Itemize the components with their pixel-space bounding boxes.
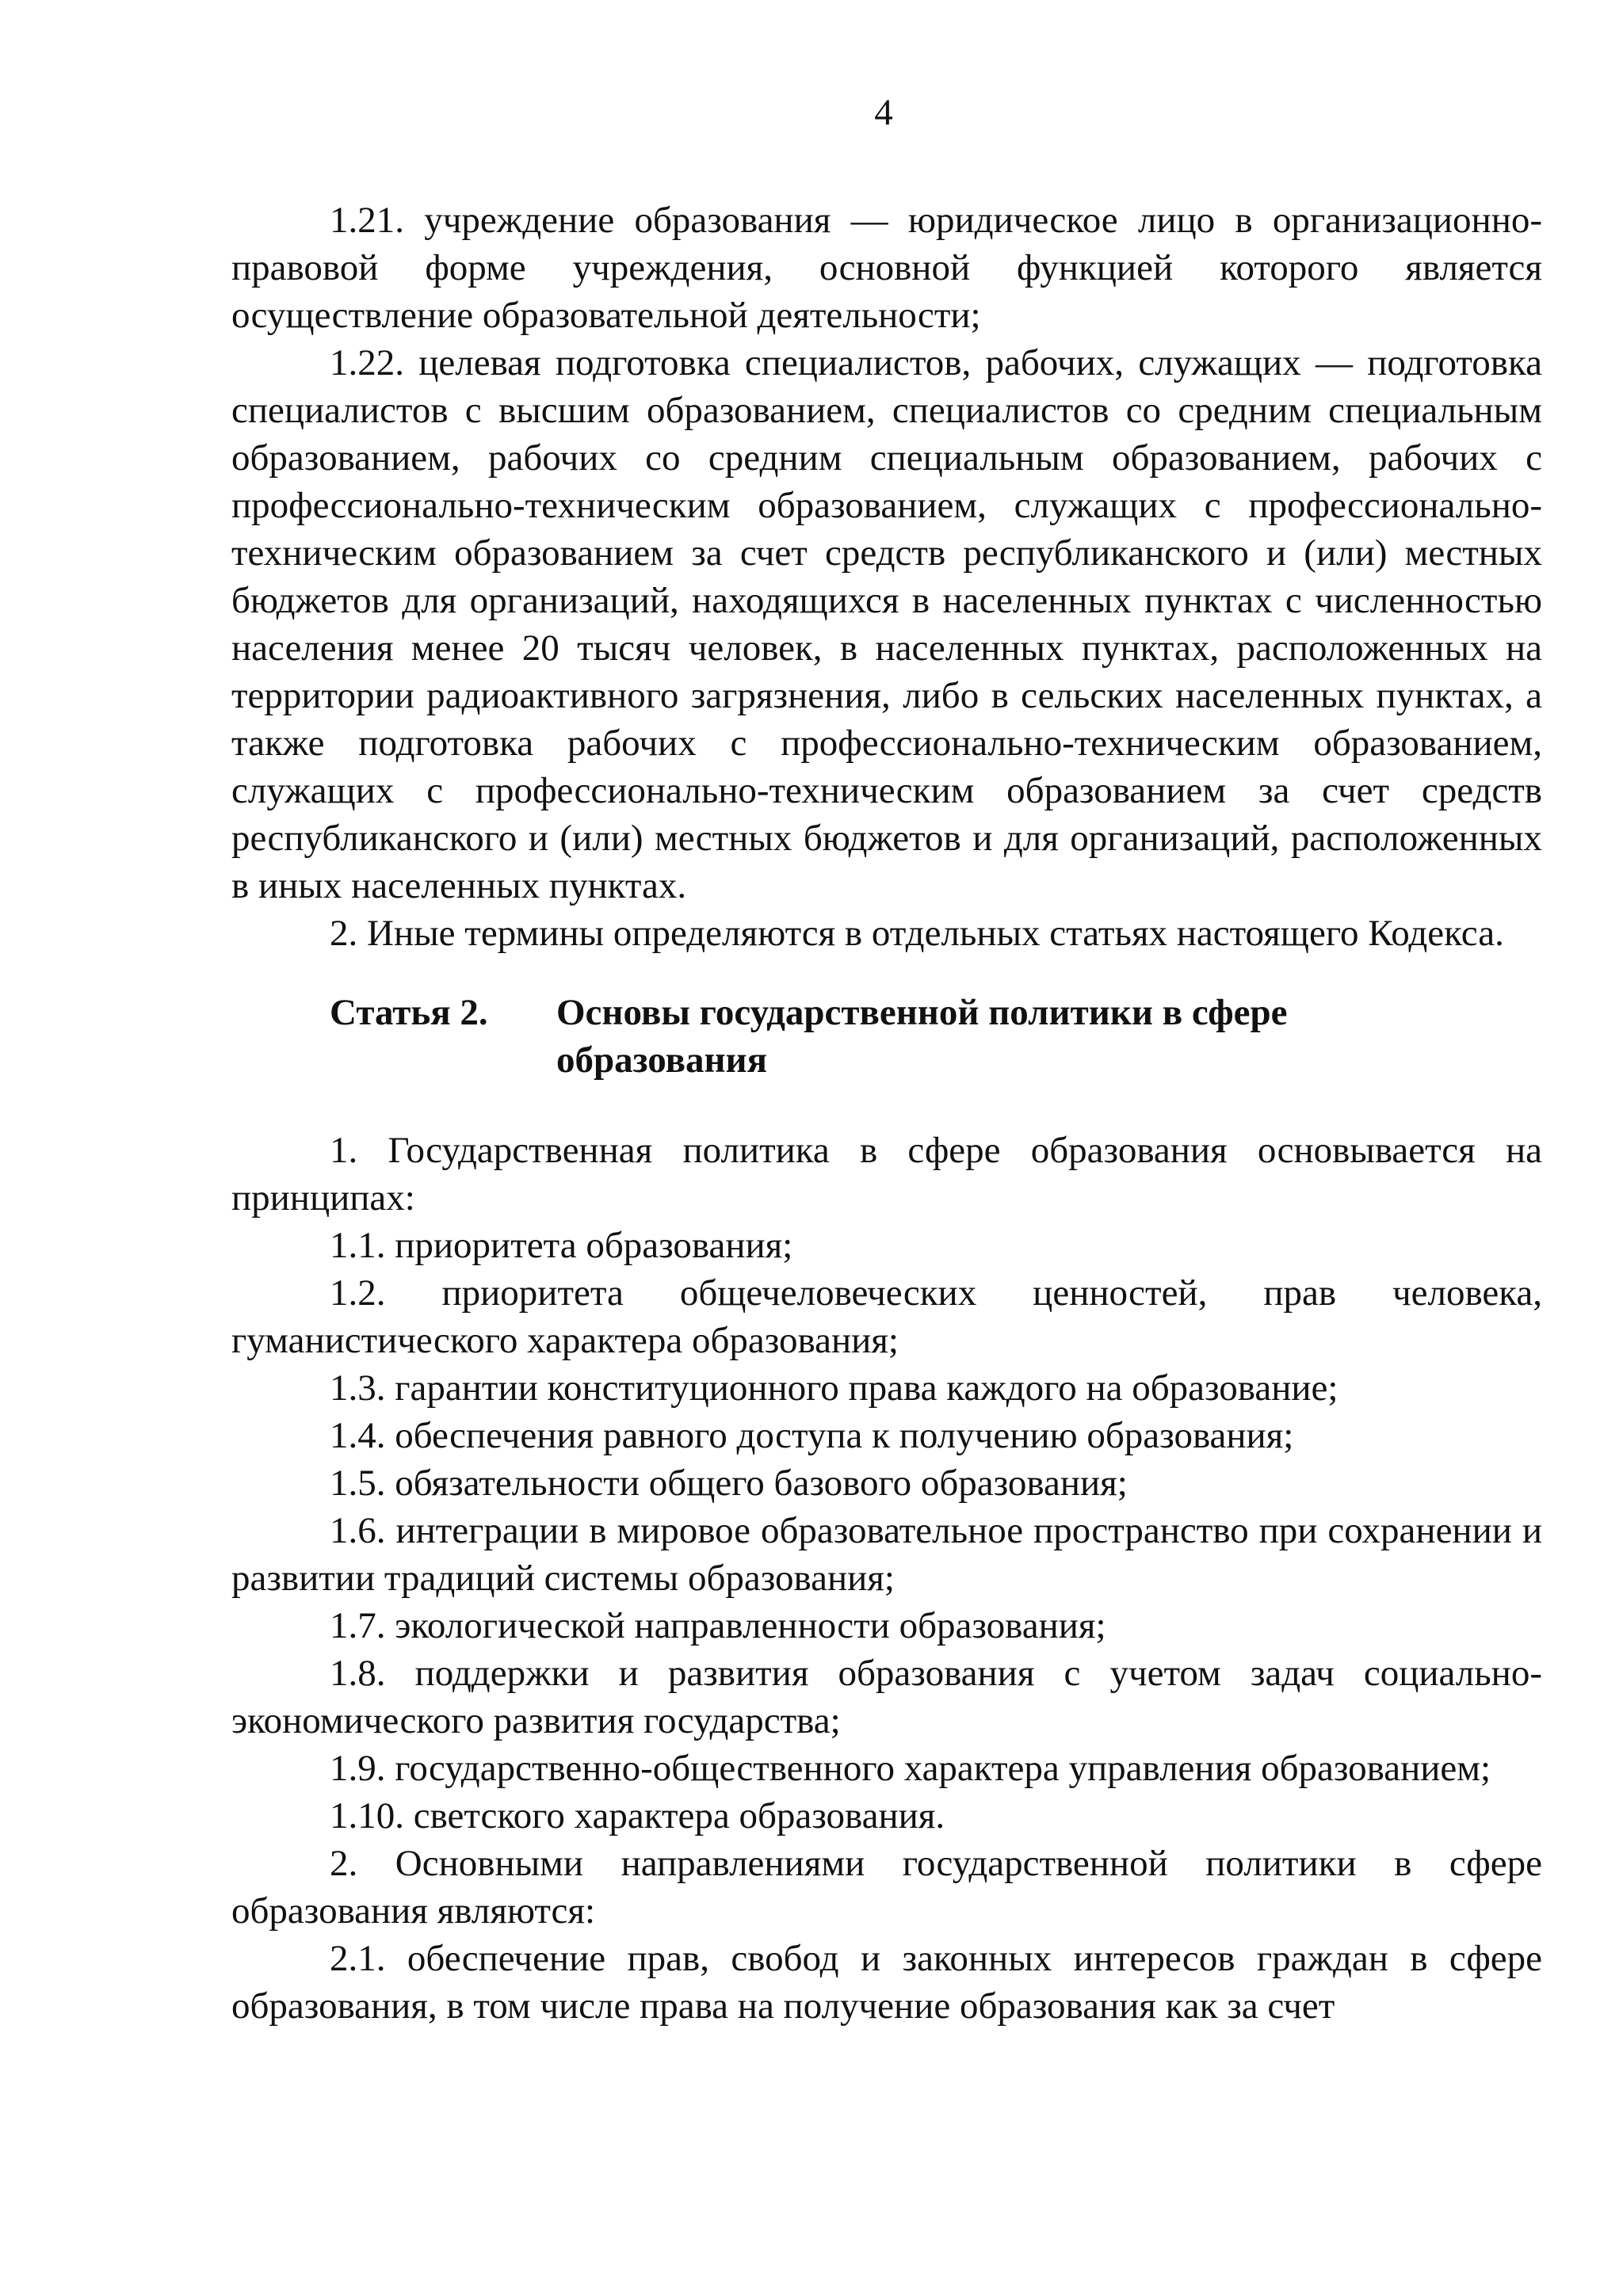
paragraph-principles-intro: 1. Государственная политика в сфере образования основывается на принципах: — [231, 1130, 1542, 1219]
paragraph-1-5: 1.5. обязательности общего базового образования; — [330, 1463, 1128, 1504]
paragraph-2-1: 2.1. обеспечение прав, свобод и законных интересов граждан в сфере образования, в том числе права на получение образования как за счет — [231, 1938, 1542, 2027]
paragraph-2-directions: 2. Основными направлениями государственной политики в сфере образования являются: — [231, 1843, 1542, 1932]
paragraph-1-3: 1.3. гарантии конституционного права каждого на образование; — [330, 1367, 1338, 1409]
document-body — [231, 196, 1542, 2030]
paragraph-1-9: 1.9. государственно-общественного характера управления образованием; — [330, 1748, 1491, 1789]
paragraph-1-8: 1.8. поддержки и развития образования с учетом задач социально-экономического развития государства; — [231, 1653, 1542, 1741]
article-heading — [231, 989, 1542, 1084]
paragraph-1-2: 1.2. приоритета общечеловеческих ценностей, прав человека, гуманистического характера образования; — [231, 1272, 1542, 1361]
paragraph-1-21: 1.21. учреждение образования — юридическое лицо в организационно-правовой форме учреждения, основной функцией которого является осуществление образовательной деятельности; — [231, 200, 1542, 336]
paragraph-1-6: 1.6. интеграции в мировое образовательное пространство при сохранении и развитии традиций системы образования; — [231, 1510, 1542, 1599]
paragraph-1-10: 1.10. светского характера образования. — [330, 1795, 945, 1836]
paragraph-1-7: 1.7. экологической направленности образования; — [330, 1605, 1106, 1646]
article-number: Статья 2. — [330, 992, 488, 1033]
paragraph-1-22: 1.22. целевая подготовка специалистов, рабочих, служащих — подготовка специалистов с высшим образованием, специалистов со средним специальным образованием, рабочих со средним специальным образованием, рабочих с профессионально-техническим образованием, служащих с профессионально-техническим образованием за счет средств республиканского и (или) местных бюджетов для организаций, находящихся в населенных пунктах с численностью населения менее 20 тысяч человек, в населенных пунктах, расположенных на территории радиоактивного загрязнения, либо в сельских населенных пунктах, а также подготовка рабочих с профессионально-техническим образованием, служащих с профессионально-техническим образованием за счет средств республиканского и (или) местных бюджетов и для организаций, расположенных в иных населенных пунктах. — [231, 342, 1542, 906]
paragraph-2-other-terms: 2. Иные термины определяются в отдельных статьях настоящего Кодекса. — [330, 913, 1504, 954]
paragraph-1-1: 1.1. приоритета образования; — [330, 1225, 793, 1266]
page-number: 4 — [874, 92, 893, 133]
paragraph-1-4: 1.4. обеспечения равного доступа к получению образования; — [330, 1415, 1294, 1456]
article-title: Основы государственной политики в сфере образования — [556, 992, 1288, 1081]
